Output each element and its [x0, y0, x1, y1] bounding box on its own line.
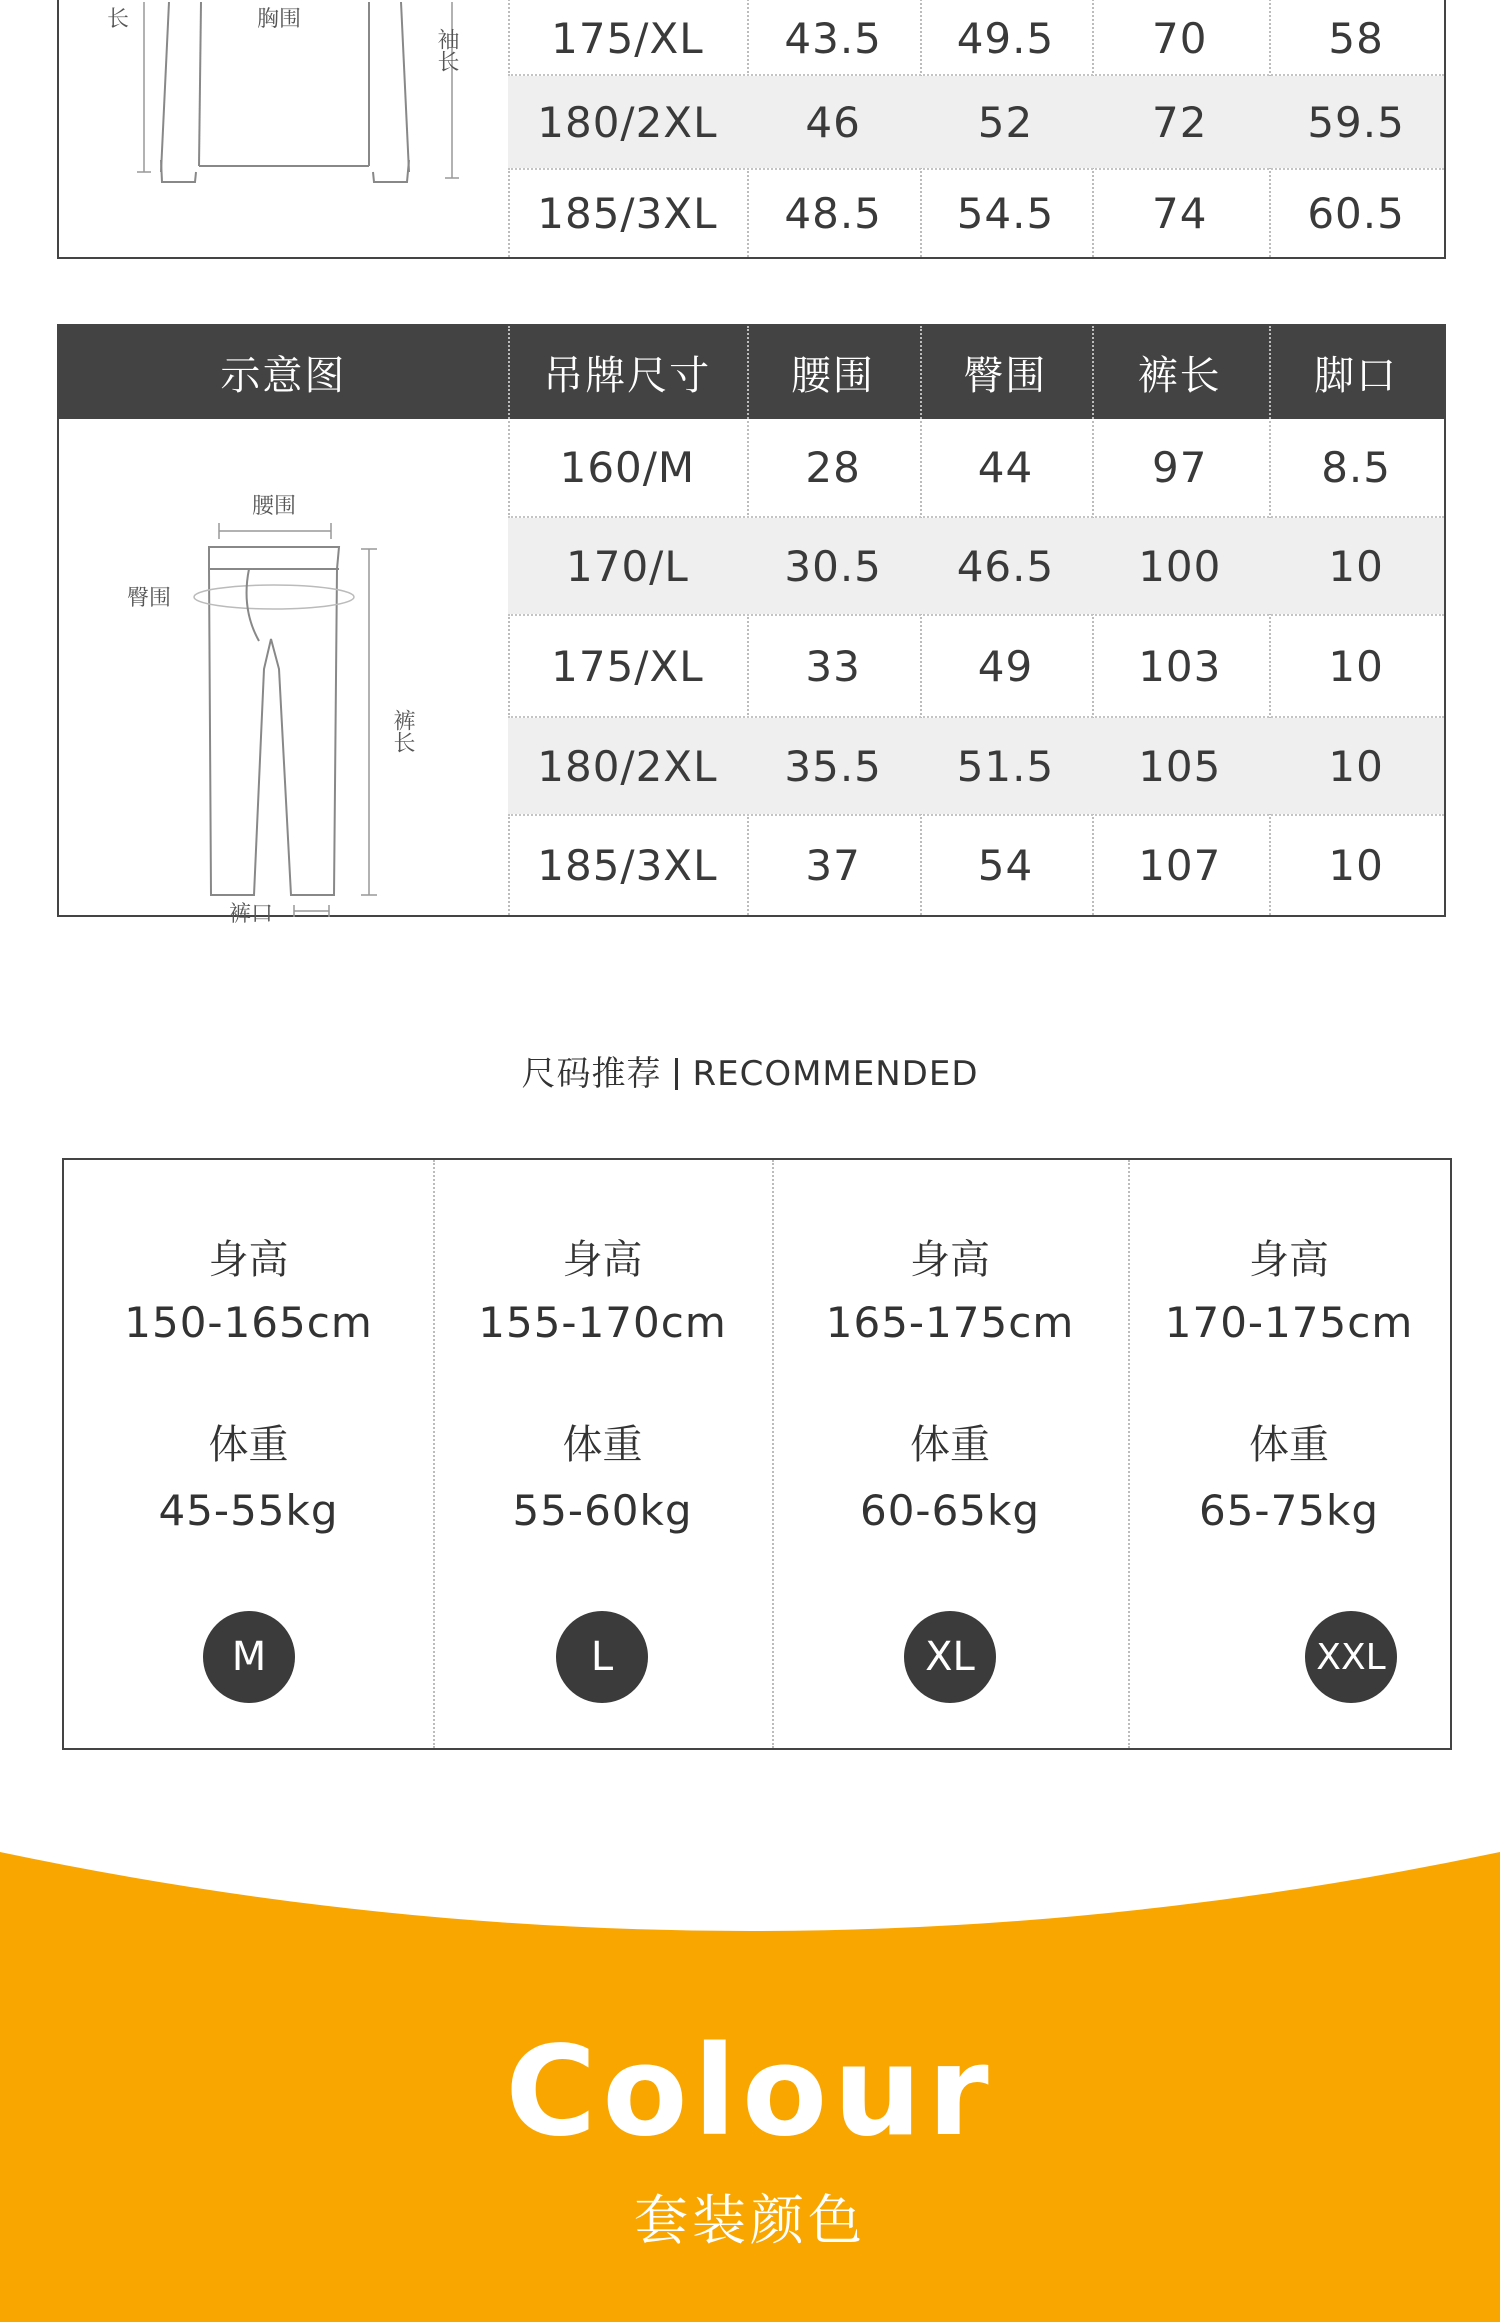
table-row: 185/3XL 48.5 54.5 74 60.5 [537, 189, 1405, 238]
height-value: 150-165cm [124, 1298, 373, 1347]
pants-table-header [59, 326, 1444, 419]
recommended-title [0, 1046, 1500, 1095]
height-value: 155-170cm [478, 1298, 727, 1347]
weight-value: 45-55kg [158, 1486, 339, 1535]
height-value: 170-175cm [1164, 1298, 1414, 1347]
recommend-column-l [433, 1160, 772, 1748]
height-label: 身高 [1249, 1237, 1329, 1283]
top-sleeve-label: 袖长 [434, 28, 459, 72]
table-row: 180/2XL 35.5 51.5 105 10 [508, 718, 1444, 814]
size-badge: XXL [1305, 1611, 1397, 1703]
colour-title: Colour [505, 2020, 995, 2164]
table-row: 175/XL 43.5 49.5 70 58 [551, 13, 1384, 63]
header-diagram: 示意图 [220, 353, 347, 399]
size-badge: L [556, 1611, 648, 1703]
table-row: 170/L 30.5 46.5 100 10 [508, 518, 1444, 614]
recommended-size-box [62, 1158, 1452, 1750]
weight-label: 体重 [562, 1422, 643, 1468]
table-row: 175/XL 33 49 103 10 [551, 641, 1384, 691]
table-row: 180/2XL 46 52 72 59.5 [508, 76, 1444, 168]
header-waist: 腰围 [790, 353, 875, 399]
top-length-label: 长 [107, 7, 130, 32]
colour-subtitle: 套装颜色 [634, 2189, 866, 2252]
weight-label: 体重 [1249, 1422, 1329, 1468]
size-badge: XL [904, 1611, 996, 1703]
header-length: 裤长 [1137, 353, 1222, 399]
header-hem: 脚口 [1314, 353, 1399, 399]
header-hip: 臀围 [963, 353, 1048, 399]
height-label: 身高 [562, 1237, 643, 1283]
pants-diagram [59, 419, 508, 927]
recommend-column-xxl [1128, 1160, 1450, 1748]
weight-value: 60-65kg [859, 1486, 1041, 1535]
weight-value: 65-75kg [1198, 1486, 1380, 1535]
height-label: 身高 [910, 1237, 990, 1283]
pants-size-table [57, 324, 1446, 927]
recommended-title-cn: 尺码推荐 [521, 1054, 662, 1094]
title-divider [675, 1058, 678, 1090]
recommended-title-en: RECOMMENDED [692, 1054, 979, 1094]
recommend-column-m [64, 1160, 433, 1748]
pants-waist-label: 腰围 [252, 494, 297, 519]
top-size-table [57, 0, 1446, 259]
recommend-column-xl [772, 1160, 1128, 1748]
pants-hip-label: 臀围 [127, 586, 172, 611]
weight-label: 体重 [208, 1422, 289, 1468]
weight-label: 体重 [910, 1422, 990, 1468]
size-badge: M [203, 1611, 295, 1703]
height-value: 165-175cm [825, 1298, 1075, 1347]
top-diagram [59, 0, 508, 257]
table-row: 185/3XL 37 54 107 10 [537, 841, 1384, 890]
top-chest-label: 胸围 [257, 7, 302, 32]
weight-value: 55-60kg [512, 1486, 693, 1535]
height-label: 身高 [208, 1237, 289, 1283]
pants-length-label: 裤长 [390, 709, 415, 753]
table-row: 160/M 28 44 97 8.5 [559, 443, 1391, 492]
header-tag-size: 吊牌尺寸 [543, 353, 712, 399]
pants-hem-label: 裤口 [229, 902, 274, 927]
